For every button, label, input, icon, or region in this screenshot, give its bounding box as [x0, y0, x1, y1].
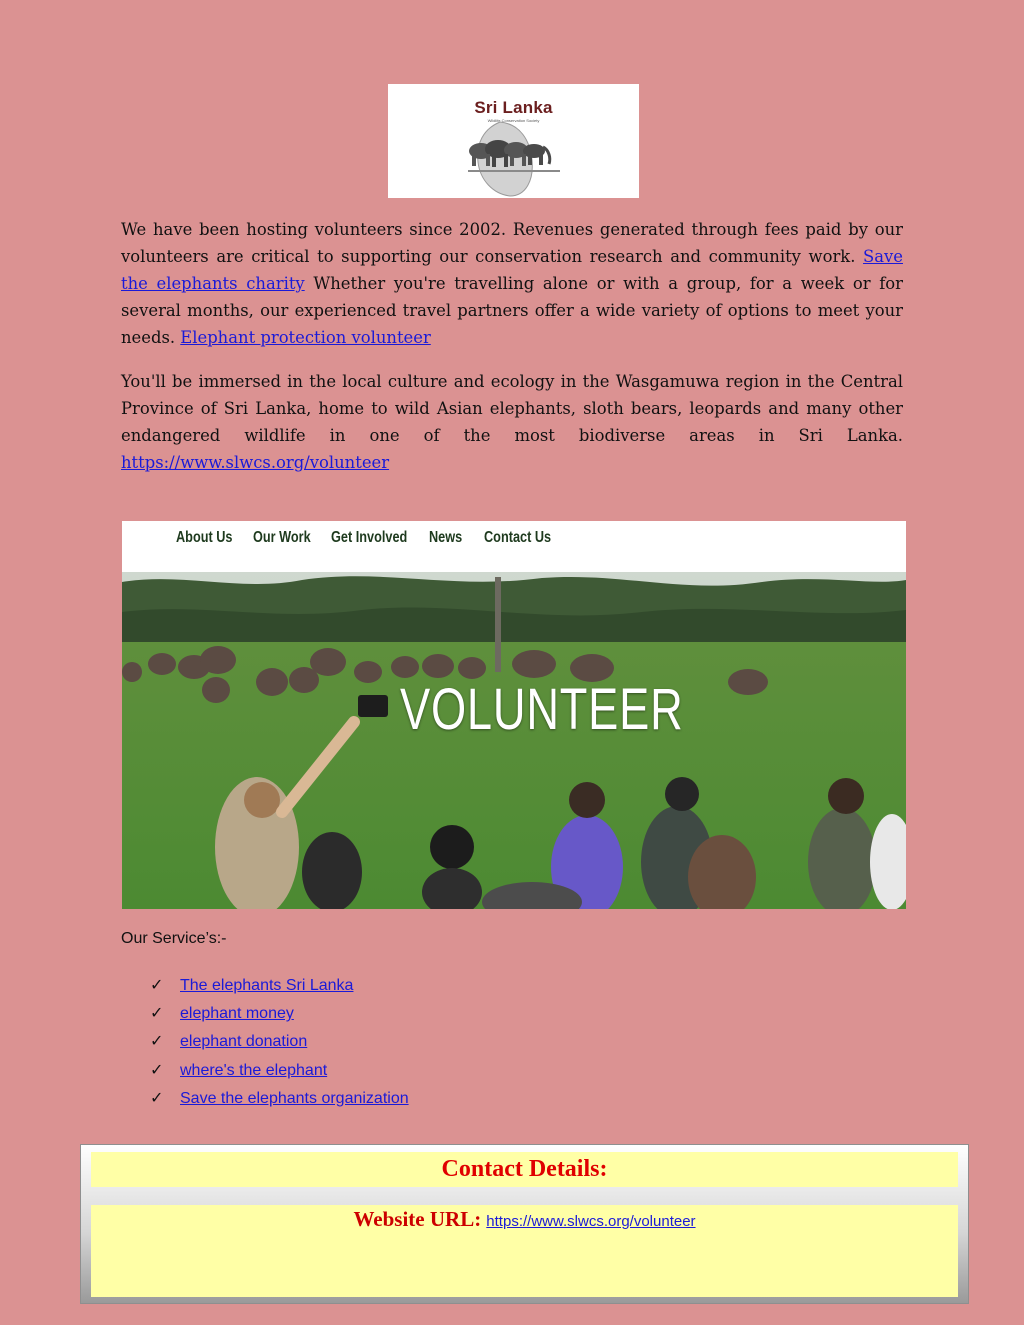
service-link-elephants-sri-lanka[interactable]: The elephants Sri Lanka [180, 977, 354, 994]
logo-subtitle: Wildlife Conservation Society [487, 118, 540, 123]
logo [388, 84, 639, 198]
list-item [150, 1057, 409, 1085]
nav-news[interactable]: News [429, 529, 463, 546]
immersion-text: You'll be immersed in the local culture and ecology in the Wasgamuwa region in the Central Province of Sri Lanka, home to wild Asian elephants, sloth bears, leopards and many other endangered wildlife in one of the most biodiverse areas in Sri Lanka. [121, 372, 903, 445]
save-elephants-charity-link[interactable]: Save the elephants charity [121, 247, 903, 293]
contact-heading: Contact Details: [91, 1152, 958, 1187]
website-url-link[interactable]: https://www.slwcs.org/volunteer [486, 1213, 696, 1230]
nav-get-involved[interactable]: Get Involved [331, 529, 408, 546]
service-link-save-elephants-organization[interactable]: Save the elephants organization [180, 1089, 409, 1107]
intro-text-1: We have been hosting volunteers since 2002. Revenues generated through fees paid by our volunteers are critical to supporting our conservation research and community work. [121, 220, 903, 266]
hero-title-volunteer: VOLUNTEER [400, 677, 684, 742]
list-item [150, 1085, 409, 1113]
check-icon: ✓ [150, 977, 164, 994]
services-list [150, 972, 409, 1113]
website-url-label: Website URL: [353, 1207, 482, 1231]
check-icon: ✓ [150, 1089, 164, 1107]
nav-about-us[interactable]: About Us [176, 529, 233, 546]
intro-paragraph [121, 216, 903, 351]
check-icon: ✓ [150, 1061, 164, 1079]
contact-body [91, 1205, 958, 1297]
list-item [150, 1028, 409, 1056]
volunteer-url-link[interactable]: https://www.slwcs.org/volunteer [121, 453, 390, 472]
check-icon: ✓ [150, 1005, 164, 1023]
services-title: Our Service’s:- [121, 930, 227, 947]
check-icon: ✓ [150, 1033, 164, 1051]
list-item [150, 1000, 409, 1028]
volunteer-hero-image [122, 521, 906, 909]
list-item [150, 972, 409, 1000]
nav-our-work[interactable]: Our Work [253, 529, 311, 546]
service-link-elephant-donation[interactable]: elephant donation [180, 1033, 308, 1051]
service-link-wheres-the-elephant[interactable]: where's the elephant [180, 1061, 328, 1079]
website-nav-bar [122, 521, 906, 572]
service-link-elephant-money[interactable]: elephant money [180, 1005, 294, 1023]
immersion-paragraph [121, 368, 903, 476]
elephant-protection-volunteer-link[interactable]: Elephant protection volunteer [180, 328, 431, 347]
intro-text-2: Whether you're travelling alone or with a group, for a week or for several months, our experienced travel partners offer a wide variety of options to meet your needs. [121, 274, 903, 347]
website-url-line [91, 1207, 958, 1232]
logo-title: Sri Lanka [474, 98, 553, 117]
nav-contact-us[interactable]: Contact Us [484, 529, 552, 546]
contact-details-box [80, 1144, 969, 1304]
